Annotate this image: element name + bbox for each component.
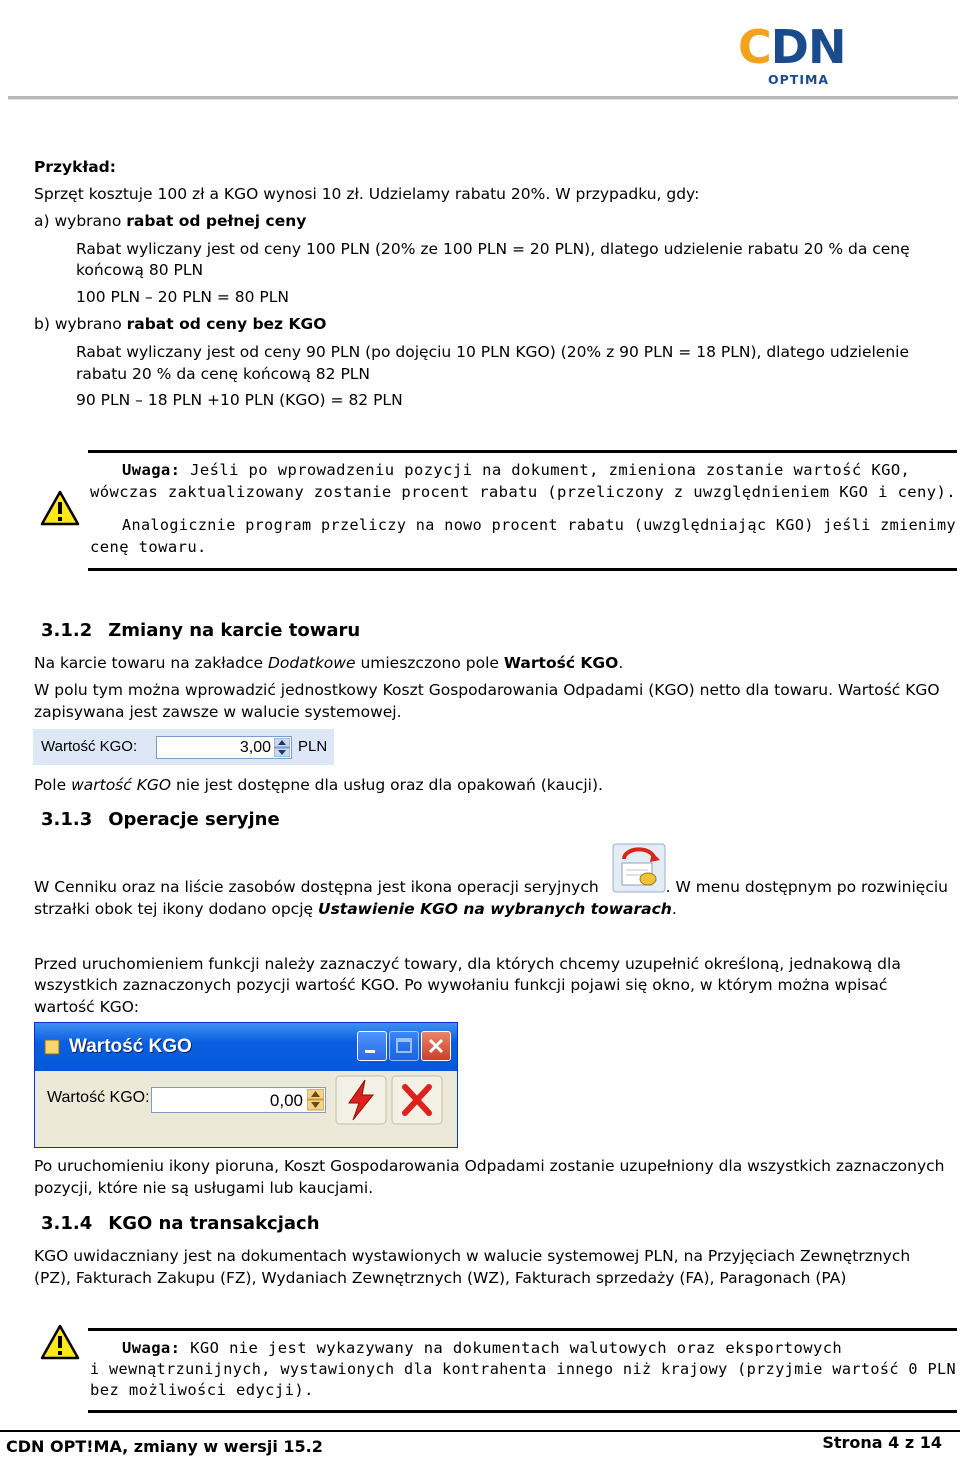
case-b-desc-2: rabatu 20 % da cenę końcową 82 PLN	[76, 365, 371, 383]
section-312-p2-1: W polu tym można wprowadzić jednostkowy Koszt Gospodarowania Odpadami (KGO) netto dla towaru. Wartość KGO	[34, 681, 940, 699]
section-314-number: 3.1.4	[41, 1213, 93, 1234]
case-a-calc: 100 PLN – 20 PLN = 80 PLN	[76, 288, 289, 306]
p1-ops-option: Ustawienie KGO na wybranych towarach	[317, 900, 672, 918]
warning1-line-1	[122, 461, 910, 479]
section-313-heading	[41, 809, 280, 830]
logo-dn: DN	[770, 20, 846, 74]
section-314-p1-1: KGO uwidaczniany jest na dokumentach wystawionych w walucie systemowej PLN, na Przyjęciach Zewnętrznych	[34, 1247, 911, 1265]
p1-text-b: umieszczono pole	[355, 654, 504, 672]
warning2-top-rule	[88, 1328, 957, 1331]
dialog-title-bar[interactable]	[35, 1023, 457, 1071]
p1-ops-text-a: W Cenniku oraz na liście zasobów dostępna jest ikona operacji seryjnych	[34, 878, 604, 896]
warning2-label: Uwaga:	[122, 1339, 181, 1357]
p1-ops-text-b: . W menu dostępnym po rozwinięciu	[665, 878, 948, 896]
footer-divider	[0, 1430, 960, 1432]
warning-bottom-rule	[88, 568, 957, 571]
case-b-prefix: b) wybrano	[34, 315, 127, 333]
warning-top-rule	[88, 450, 957, 453]
p1-tab-name: Dodatkowe	[268, 654, 356, 672]
spinner-icon[interactable]	[274, 738, 290, 757]
window-icon	[44, 1039, 60, 1055]
case-b-desc-1: Rabat wyliczany jest od ceny 90 PLN (po dojęciu 10 PLN KGO) (20% z 90 PLN = 18 PLN), dlatego udzielenie	[76, 343, 910, 361]
close-icon	[422, 1032, 450, 1060]
section-312-heading	[41, 620, 360, 641]
dialog-title: Wartość KGO	[69, 1036, 192, 1057]
section-312-title: Zmiany na karcie towaru	[108, 620, 361, 641]
section-314-title: KGO na transakcjach	[108, 1213, 320, 1234]
section-313-p2-1: Przed uruchomieniem funkcji należy zaznaczyć towary, dla których chcemy uzupełnić określoną, jednakową dla	[34, 955, 901, 973]
execute-button[interactable]	[335, 1075, 387, 1125]
p3-text-b: nie jest dostępne dla usług oraz dla opakowań (kaucji).	[171, 776, 603, 794]
p1-field-name: Wartość KGO	[503, 654, 619, 672]
warning2-text-3: bez możliwości edycji).	[90, 1381, 314, 1399]
p3-text-a: Pole	[34, 776, 72, 794]
warning1-label: Uwaga:	[122, 461, 181, 479]
footer-title: CDN OPT!MA, zmiany w wersji 15.2	[6, 1437, 323, 1456]
section-312-p3	[34, 776, 603, 794]
section-312-p1	[34, 654, 623, 672]
kgo-value-widget	[33, 729, 334, 765]
maximize-icon	[390, 1032, 418, 1060]
header-divider	[8, 96, 958, 100]
warning2-text-1: KGO nie jest wykazywany na dokumentach walutowych oraz eksportowych	[180, 1339, 843, 1357]
example-intro: Sprzęt kosztuje 100 zł a KGO wynosi 10 zł. Udzielamy rabatu 20%. W przypadku, gdy:	[34, 185, 700, 203]
close-button[interactable]	[421, 1031, 451, 1061]
minimize-button[interactable]	[357, 1031, 387, 1061]
case-a-prefix: a) wybrano	[34, 212, 127, 230]
cancel-x-icon	[391, 1075, 443, 1125]
kgo-field-label: Wartość KGO:	[41, 738, 138, 755]
lightning-icon	[335, 1075, 387, 1125]
dialog-kgo-label: Wartość KGO:	[47, 1089, 150, 1106]
dialog-kgo-input[interactable]	[151, 1087, 326, 1113]
warning-icon	[40, 490, 80, 526]
section-313-p2-3: wartość KGO:	[34, 998, 139, 1016]
page-number: Strona 4 z 14	[822, 1433, 942, 1452]
p1-ops-text-c: strzałki obok tej ikony dodano opcję	[34, 900, 318, 918]
warning1-text-3: Analogicznie program przeliczy na nowo procent rabatu (uwzględniając KGO) jeśli zmienimy	[122, 516, 956, 534]
cancel-button[interactable]	[391, 1075, 443, 1125]
case-b-calc: 90 PLN – 18 PLN +10 PLN (KGO) = 82 PLN	[76, 391, 403, 409]
p3-field-name: wartość KGO	[71, 776, 172, 794]
example-case-b	[34, 315, 326, 333]
section-314-p1-2: (PZ), Fakturach Zakupu (FZ), Wydaniach Zewnętrznych (WZ), Fakturach sprzedaży (FA), Paragonach (PA)	[34, 1269, 847, 1287]
warning-icon	[40, 1324, 80, 1360]
kgo-value-text: 3,00	[239, 739, 271, 756]
p1-end: .	[618, 654, 624, 672]
example-case-a	[34, 212, 306, 230]
dialog-kgo-value: 0,00	[269, 1091, 303, 1110]
minimize-icon	[358, 1032, 386, 1060]
section-313-p3-2: pozycji, które nie są usługami lub kaucjami.	[34, 1179, 374, 1197]
p1-text-a: Na karcie towaru na zakładce	[34, 654, 268, 672]
warning2-line-1	[122, 1339, 842, 1357]
warning1-text-1: Jeśli po wprowadzeniu pozycji na dokument, zmieniona zostanie wartość KGO,	[180, 461, 911, 479]
section-312-p2-2: zapisywana jest zawsze w walucie systemowej.	[34, 703, 402, 721]
section-314-heading	[41, 1213, 320, 1234]
section-313-title: Operacje seryjne	[108, 809, 280, 830]
p1-ops-end: .	[671, 900, 677, 918]
warning2-bottom-rule	[88, 1410, 957, 1413]
logo-subtitle: OPTIMA	[768, 72, 830, 87]
case-b-bold: rabat od ceny bez KGO	[126, 315, 327, 333]
section-312-number: 3.1.2	[41, 620, 93, 641]
kgo-value-input[interactable]	[156, 736, 292, 759]
warning1-text-4: cenę towaru.	[90, 538, 207, 556]
case-a-desc-1: Rabat wyliczany jest od ceny 100 PLN (20% ze 100 PLN = 20 PLN), dlatego udzielenie rabatu 20 % da cenę	[76, 240, 910, 258]
cdn-optima-logo	[738, 20, 862, 90]
warning2-text-2: i wewnątrzunijnych, wystawionych dla kontrahenta innego niż krajowy (przyjmie wartość 0 PLN	[90, 1360, 957, 1378]
section-313-p3-1: Po uruchomieniu ikony pioruna, Koszt Gospodarowania Odpadami zostanie uzupełniony dla wszystkich zaznaczonych	[34, 1157, 945, 1175]
dialog-spinner-icon[interactable]	[307, 1089, 324, 1111]
section-313-p1-line2	[34, 900, 677, 918]
section-313-p2-2: wszystkich zaznaczonych pozycji wartość KGO. Po wywołaniu funkcji pojawi się okno, w którym można wpisać	[34, 976, 888, 994]
dialog-body	[35, 1071, 457, 1147]
maximize-button[interactable]	[389, 1031, 419, 1061]
kgo-dialog-window	[34, 1022, 458, 1148]
logo-c: C	[738, 20, 771, 74]
example-title: Przykład:	[34, 158, 116, 176]
kgo-unit-label: PLN	[298, 738, 328, 755]
section-313-number: 3.1.3	[41, 809, 93, 830]
warning1-text-2: wówczas zaktualizowany zostanie procent rabatu (przeliczony z uwzględnieniem KGO i ceny).	[90, 483, 956, 501]
case-a-bold: rabat od pełnej ceny	[126, 212, 307, 230]
case-a-desc-2: końcową 80 PLN	[76, 261, 204, 279]
section-313-p1-line1	[34, 878, 948, 896]
